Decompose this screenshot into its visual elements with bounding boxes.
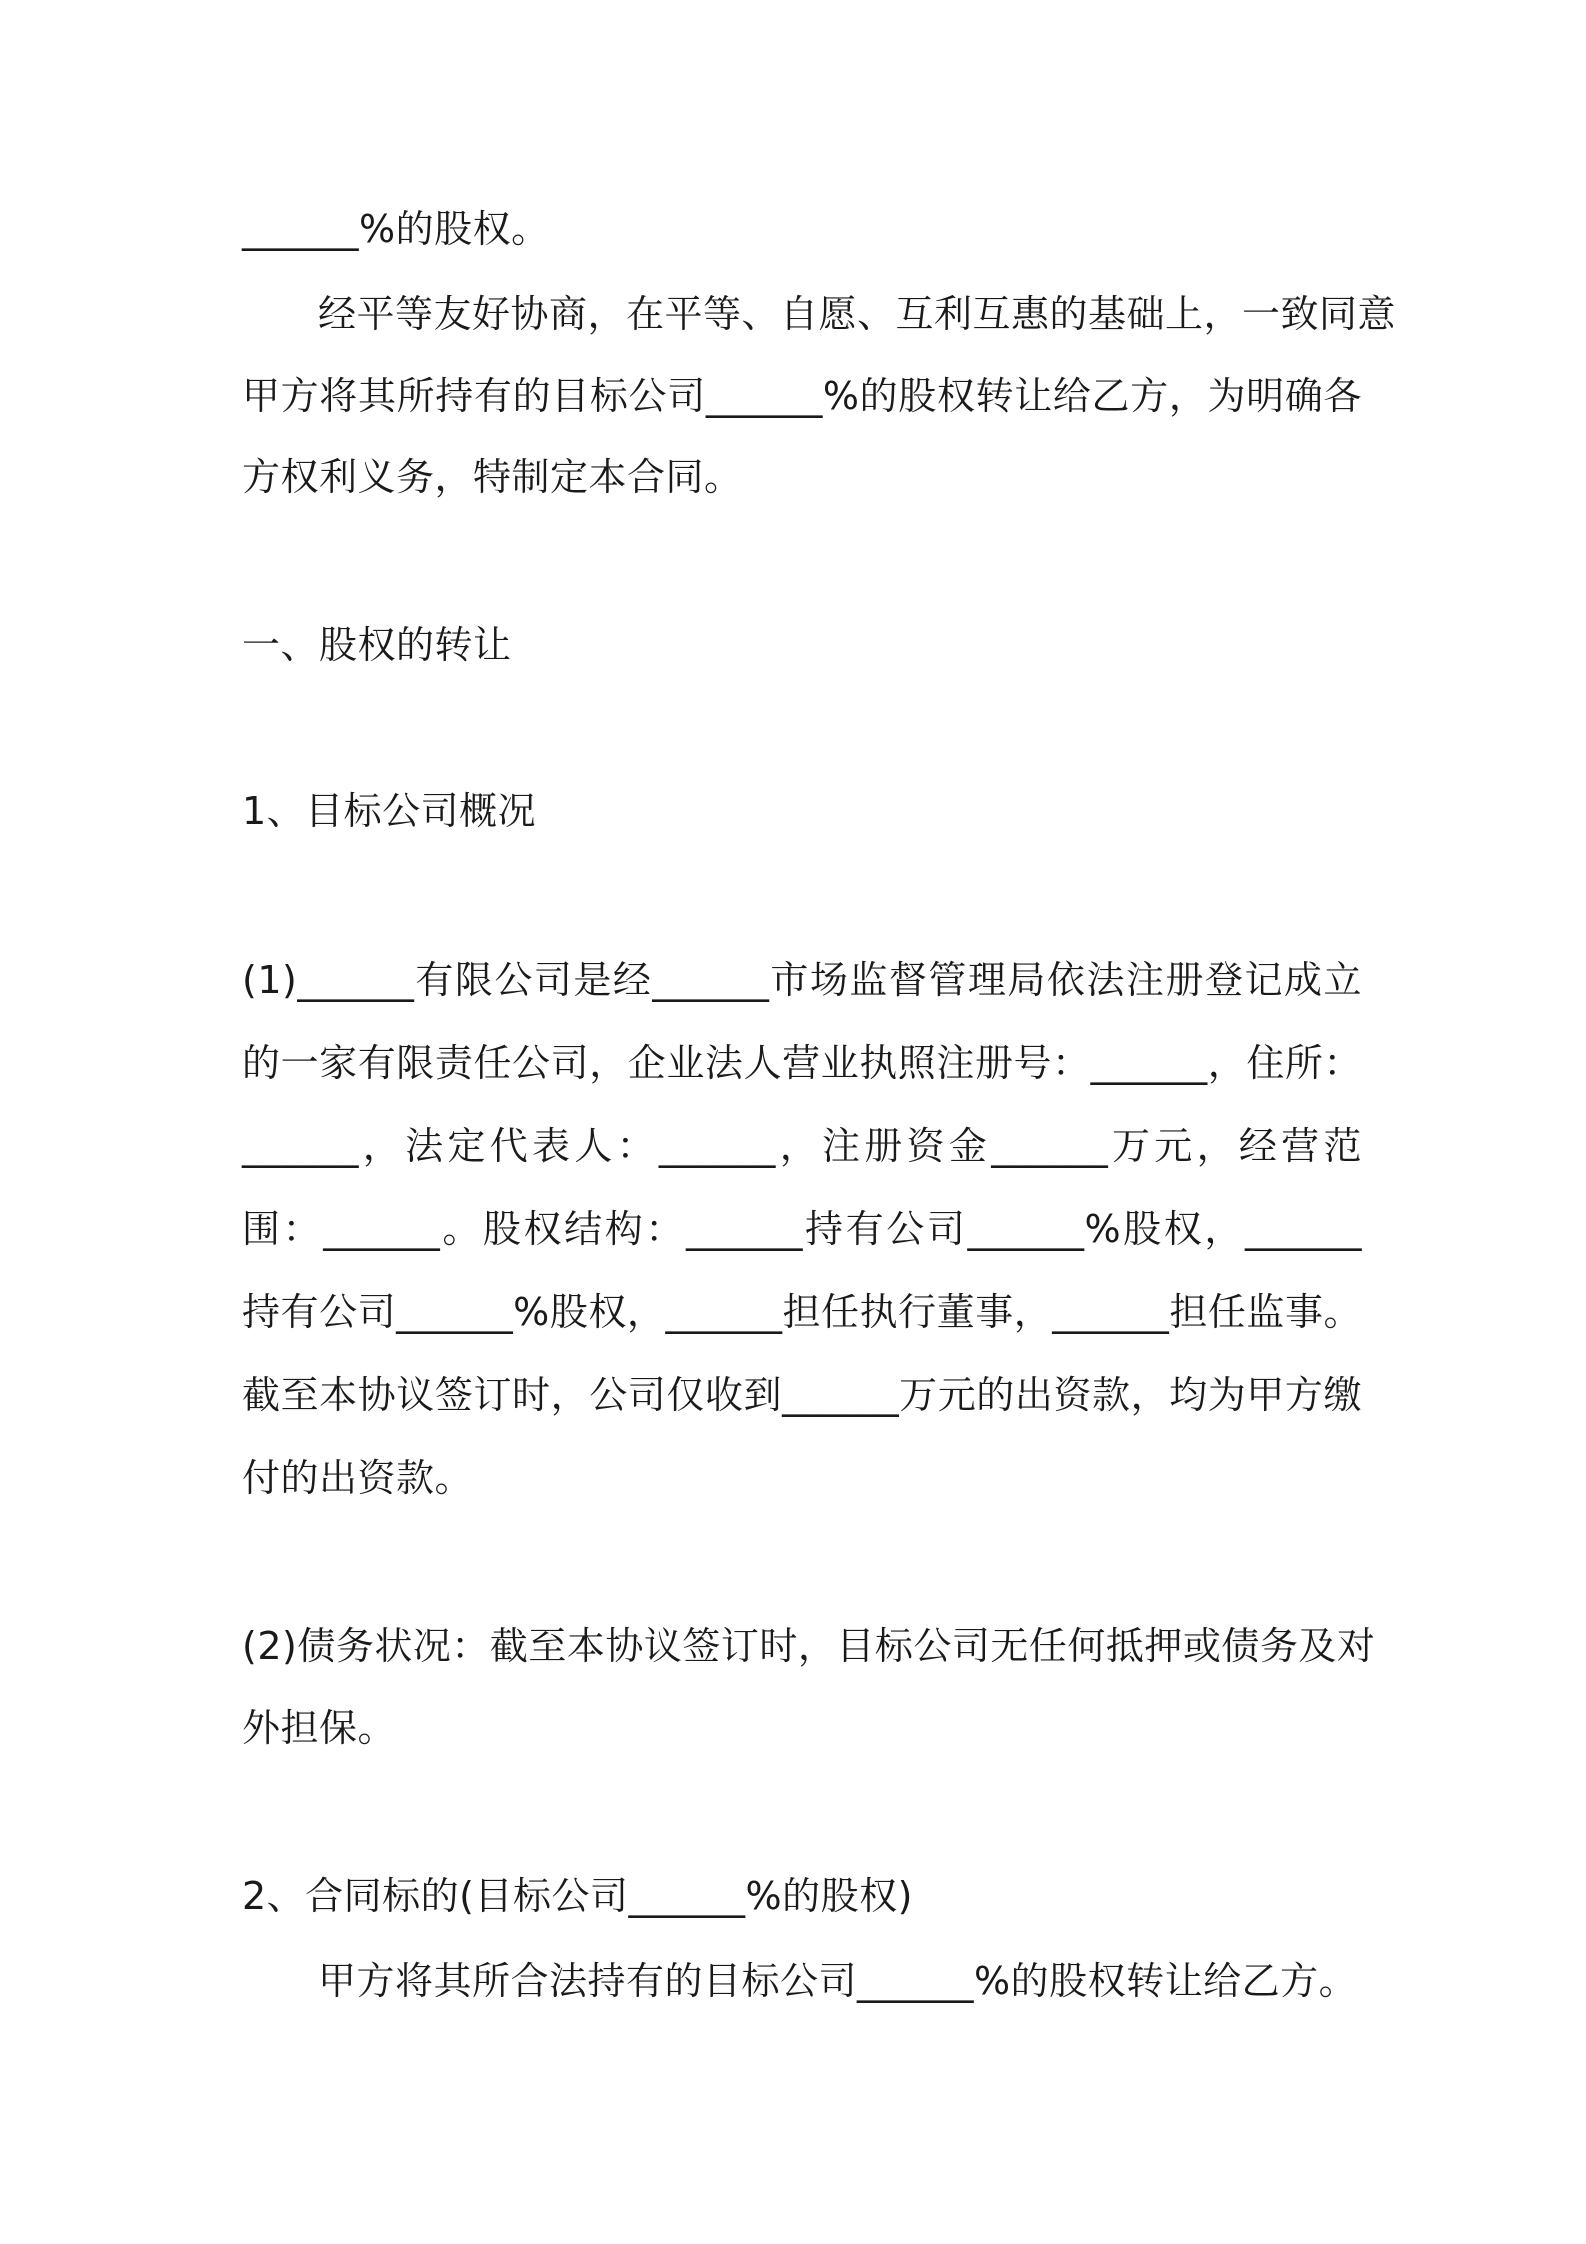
paragraph-line: 经平等友好协商，在平等、自愿、互利互惠的基础上，一致同意 [318, 292, 1397, 336]
text-line: ______%的股权。 [242, 207, 550, 251]
section-heading: 一、股权的转让 [242, 623, 512, 667]
paragraph-line: (1)______有限公司是经______市场监督管理局依法注册登记成立 [242, 958, 1362, 1002]
paragraph-line: 甲方将其所合法持有的目标公司______%的股权转让给乙方。 [318, 1959, 1358, 2003]
paragraph-line: 持有公司______%股权，______担任执行董事，______担任监事。 [242, 1290, 1362, 1334]
subsection-heading: 2、合同标的(目标公司______%的股权) [242, 1874, 913, 1918]
paragraph-line: 截至本协议签订时，公司仅收到______万元的出资款，均为甲方缴 [242, 1373, 1362, 1417]
paragraph-line: 付的出资款。 [242, 1456, 474, 1500]
subsection-heading: 1、目标公司概况 [242, 789, 537, 833]
paragraph-line: 方权利义务，特制定本合同。 [242, 455, 743, 499]
paragraph-line: 的一家有限责任公司，企业法人营业执照注册号：______，住所： [242, 1041, 1362, 1085]
paragraph-line: 甲方将其所持有的目标公司______%的股权转让给乙方，为明确各 [242, 374, 1362, 418]
paragraph-line: ______，法定代表人：______，注册资金______万元，经营范 [242, 1124, 1362, 1168]
paragraph-line: 外担保。 [242, 1706, 397, 1750]
paragraph-line: 围：______。股权结构：______持有公司______%股权，______ [242, 1207, 1362, 1251]
paragraph-line: (2)债务状况：截至本协议签订时，目标公司无任何抵押或债务及对 [242, 1624, 1376, 1668]
